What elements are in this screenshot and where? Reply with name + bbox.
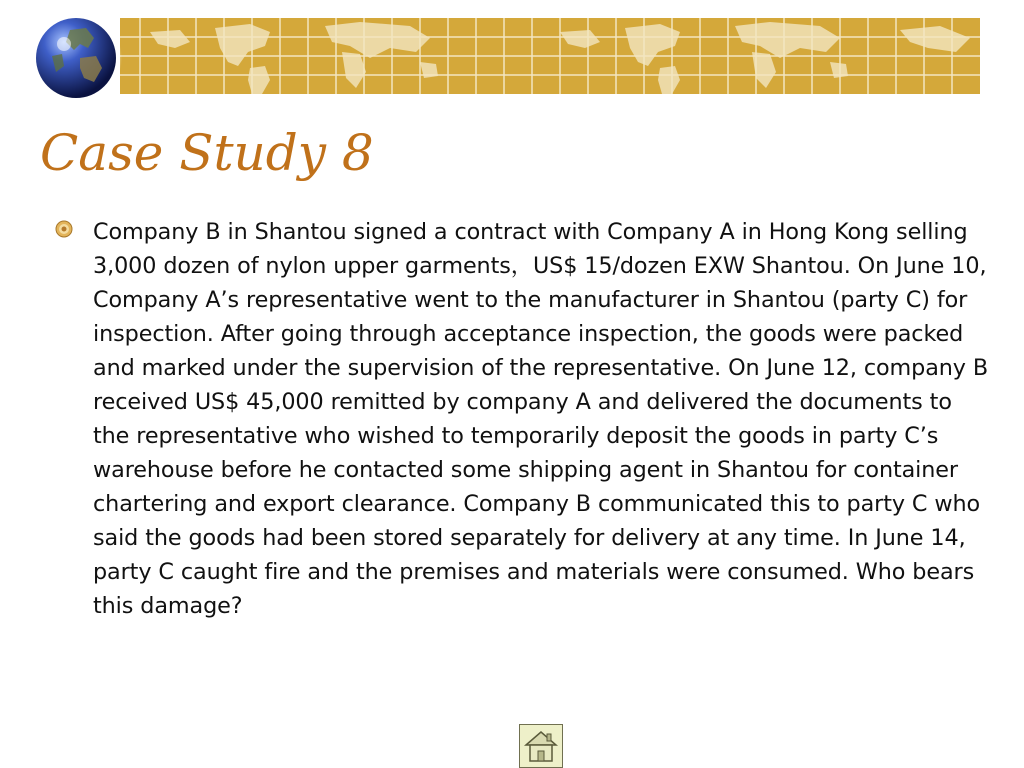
- globe-icon: [30, 12, 122, 104]
- home-button[interactable]: [519, 724, 563, 768]
- slide-body-text: Company B in Shantou signed a contract with Company A in Hong Kong selling 3,000 dozen of nylon upper garments，US$ 15/dozen EXW Shantou. On June 10, Company A’s representative went to the manufacturer in Shantou (party C) for inspection. After going through acceptance inspection, the goods were packed and marked under the supervision of the representative. On June 12, company B received US$ 45,000 remitted by company A and delivered the documents to the representative who wished to temporarily deposit the goods in party C’s warehouse before he contacted some shipping agent in Shantou for container chartering and export clearance. Company B communicated this to party C who said the goods had been stored separately for delivery at any time. In June 14, party C caught fire and the premises and materials were consumed. Who bears this damage?: [93, 219, 989, 619]
- home-icon: [520, 725, 562, 767]
- world-map-banner: [120, 18, 980, 94]
- slide-title: Case Study 8: [40, 124, 374, 182]
- bullet-icon: [55, 220, 73, 238]
